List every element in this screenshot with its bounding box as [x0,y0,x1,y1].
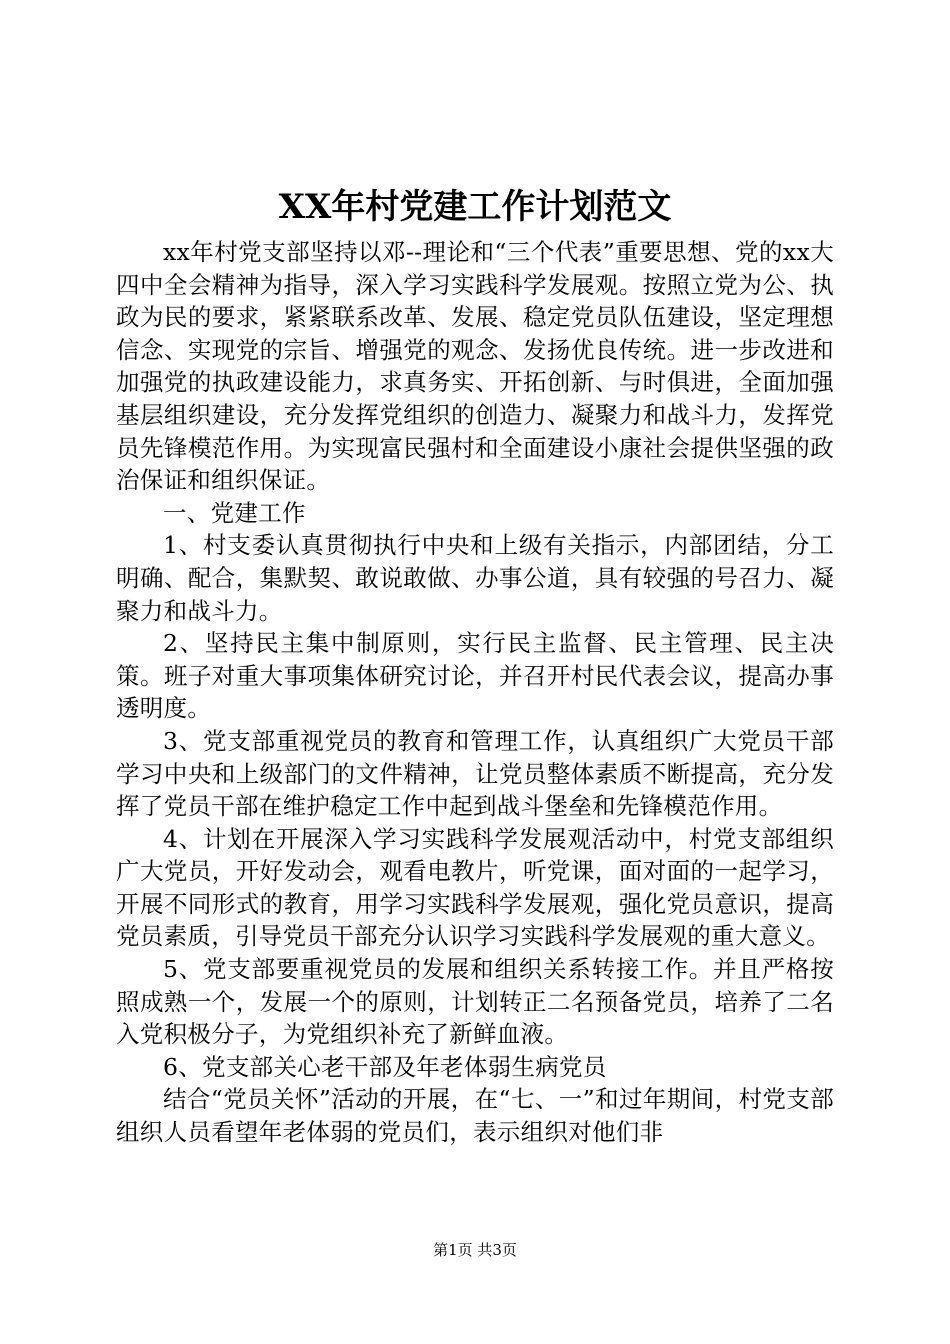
paragraph-item-1: 1、村支委认真贯彻执行中央和上级有关指示，内部团结，分工明确、配合，集默契、敢说敢做、办事公道，具有较强的号召力、凝聚力和战斗力。 [116,531,834,625]
page-footer: 第1页 共3页 [433,1241,517,1259]
paragraph-item-5: 5、党支部要重视党员的发展和组织关系转接工作。并且严格按照成熟一个，发展一个的原则，计划转正二名预备党员，培养了二名入党积极分子，为党组织补充了新鲜血液。 [116,955,834,1049]
section-heading-party-building: 一、党建工作 [163,498,306,527]
paragraph-item-3: 3、党支部重视党员的教育和管理工作，认真组织广大党员干部学习中央和上级部门的文件精神，让党员整体素质不断提高，充分发挥了党员干部在维护稳定工作中起到战斗堡垒和先锋模范作用。 [116,726,834,821]
document-title: XX年村党建工作计划范文 [278,187,672,227]
paragraph-item-4: 4、计划在开展深入学习实践科学发展观活动中，村党支部组织广大党员，开好发动会，观看电教片，听党课，面对面的一起学习，开展不同形式的教育，用学习实践科学发展观，强化党员意识，提高党员素质，引导党员干部充分认识学习实践科学发展观的重大意义。 [116,824,834,951]
paragraph-intro: xx年村党支部坚持以邓--理论和“三个代表”重要思想、党的xx大四中全会精神为指导，深入学习实践科学发展观。按照立党为公、执政为民的要求，紧紧联系改革、发展、稳定党员队伍建设，坚定理想信念、实现党的宗旨、增强党的观念、发扬优良传统。进一步改进和加强党的执政建设能力，求真务实、开拓创新、与时俱进，全面加强基层组织建设，充分发挥党组织的创造力、凝聚力和战斗力，发挥党员先锋模范作用。为实现富民强村和全面建设小康社会提供坚强的政治保证和组织保证。 [116,238,834,495]
paragraph-item-2: 2、坚持民主集中制原则，实行民主监督、民主管理、民主决策。班子对重大事项集体研究讨论，并召开村民代表会议，提高办事透明度。 [116,629,834,723]
document-body [116,236,834,1149]
paragraph-item-6-body: 结合“党员关怀”活动的开展，在“七、一”和过年期间，村党支部组织人员看望年老体弱的党员们，表示组织对他们非 [116,1085,834,1147]
paragraph-item-6-heading: 6、党支部关心老干部及年老体弱生病党员 [163,1052,607,1081]
